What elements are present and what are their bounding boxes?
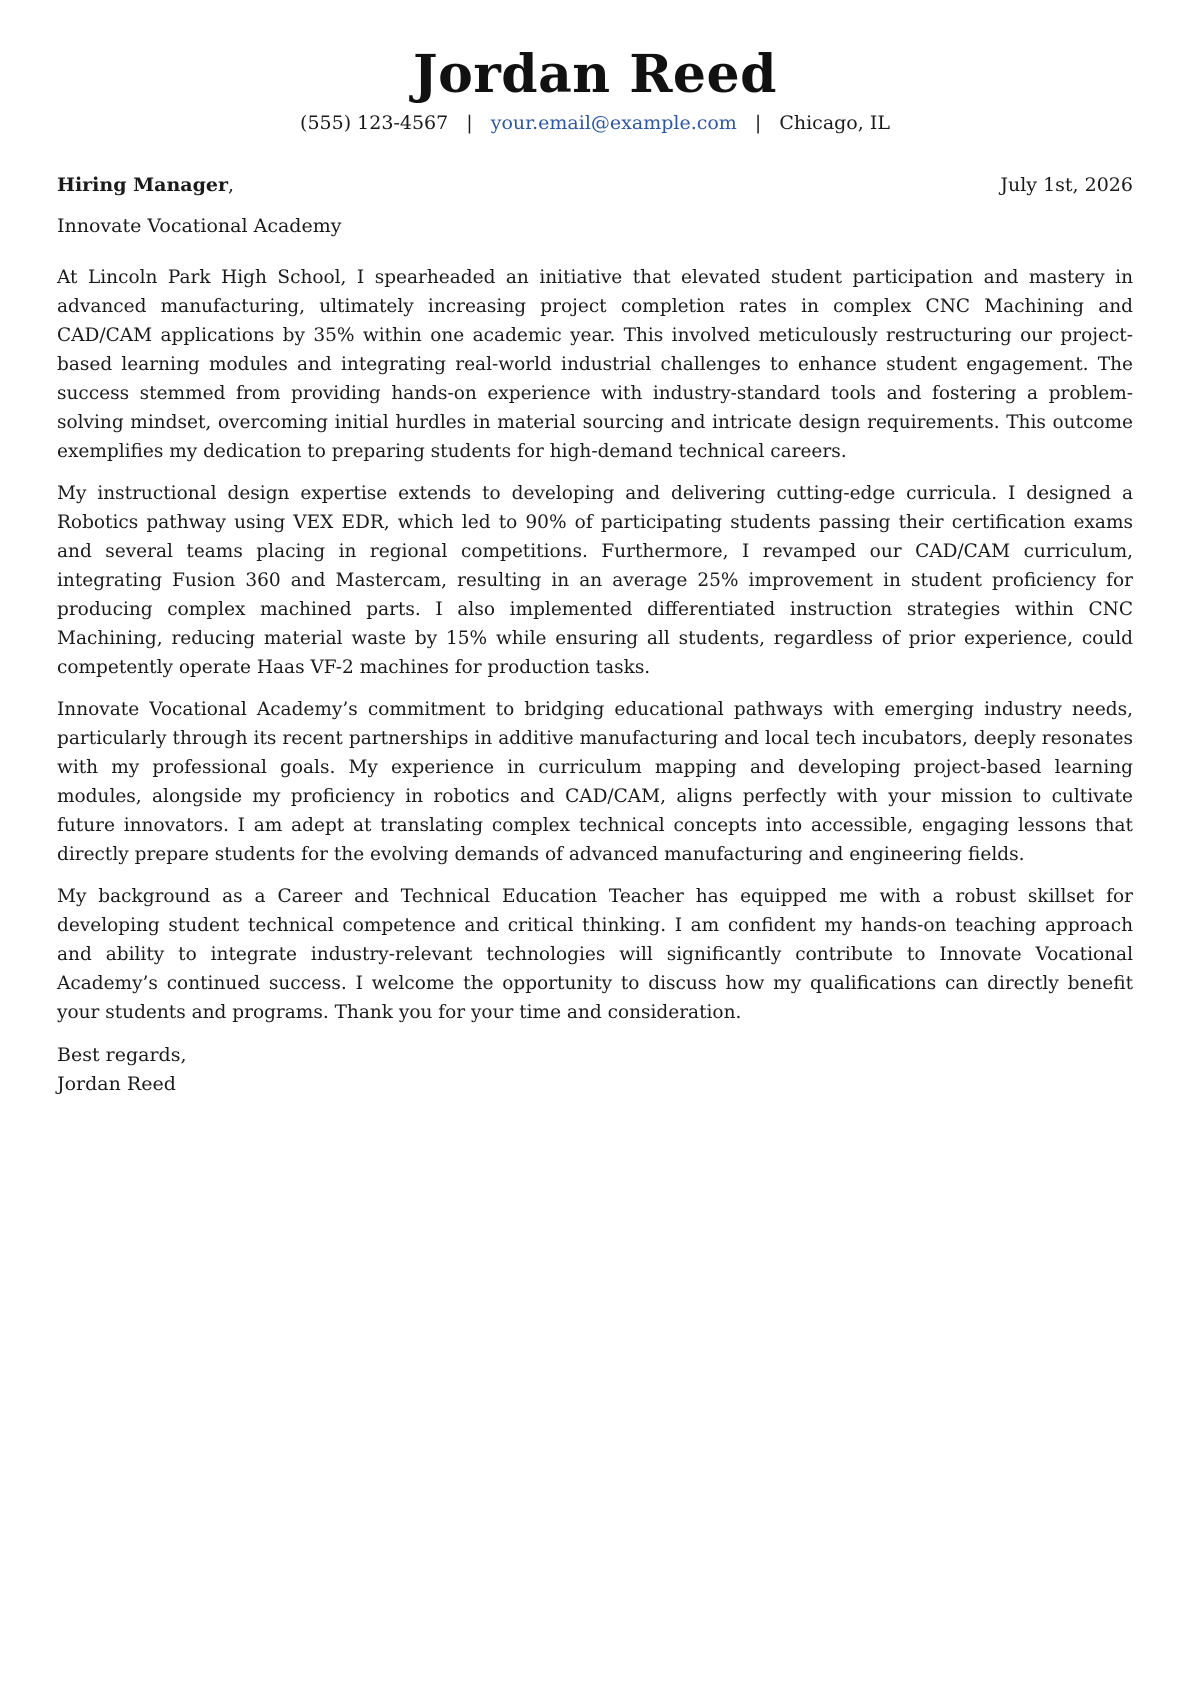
phone-number: (555) 123-4567 [300,112,449,134]
email-link[interactable]: your.email@example.com [490,112,737,134]
body-paragraph: My background as a Career and Technical Education Teacher has equipped me with a robust skillset for developing student technical competence and critical thinking. I am confident my hands-on teaching approach and ability to integrate industry-relevant technologies will significantly contribute to Innovate Vocational Academy’s continued success. I welcome the opportunity to discuss how my qualifications can directly benefit your students and programs. Thank you for your time and consideration. [57,886,1133,1023]
letter-date: July 1st, 2026 [1000,174,1133,196]
recipient-row [57,172,1133,198]
body-paragraph: At Lincoln Park High School, I spearheaded an initiative that elevated student participation and mastery in advanced manufacturing, ultimately increasing project completion rates in complex CNC Machining and CAD/CAM applications by 35% within one academic year. This involved meticulously restructuring our project-based learning modules and integrating real-world industrial challenges to enhance student engagement. The success stemmed from providing hands-on experience with industry-standard tools and fostering a problem-solving mindset, overcoming initial hurdles in material sourcing and intricate design requirements. This outcome exemplifies my dedication to preparing students for high-demand technical careers. [57,267,1133,462]
closing-salutation: Best regards, [57,1044,187,1066]
recipient-name: Hiring Manager [57,174,228,196]
contact-line [57,110,1133,136]
letter-header [57,0,1133,136]
letter-closing [57,1041,1133,1099]
recipient-comma: , [227,174,235,196]
closing-signature: Jordan Reed [57,1073,176,1095]
contact-separator: | [754,112,762,134]
contact-separator: | [466,112,473,134]
recipient-greeting [57,172,234,198]
recipient-organization: Innovate Vocational Academy [57,215,342,237]
cover-letter-page [57,0,1133,1099]
body-paragraph: My instructional design expertise extends to developing and delivering cutting-edge curricula. I designed a Robotics pathway using VEX EDR, which led to 90% of participating students passing their certification exams and several teams placing in regional competitions. Furthermore, I revamped our CAD/CAM curriculum, integrating Fusion 360 and Mastercam, resulting in an average 25% improvement in student proficiency for producing complex machined parts. I also implemented differentiated instruction strategies within CNC Machining, reducing material waste by 15% while ensuring all students, regardless of prior experience, could competently operate Haas VF-2 machines for production tasks. [57,483,1133,678]
letter-body [57,263,1133,1027]
sender-name: Jordan Reed [413,44,777,105]
body-paragraph: Innovate Vocational Academy’s commitment to bridging educational pathways with emerging industry needs, particularly through its recent partnerships in additive manufacturing and local tech incubators, deeply resonates with my professional goals. My experience in curriculum mapping and developing project-based learning modules, alongside my proficiency in robotics and CAD/CAM, aligns perfectly with your mission to cultivate future innovators. I am adept at translating complex technical concepts into accessible, engaging lessons that directly prepare students for the evolving demands of advanced manufacturing and engineering fields. [57,699,1133,865]
location: Chicago, IL [779,112,890,134]
